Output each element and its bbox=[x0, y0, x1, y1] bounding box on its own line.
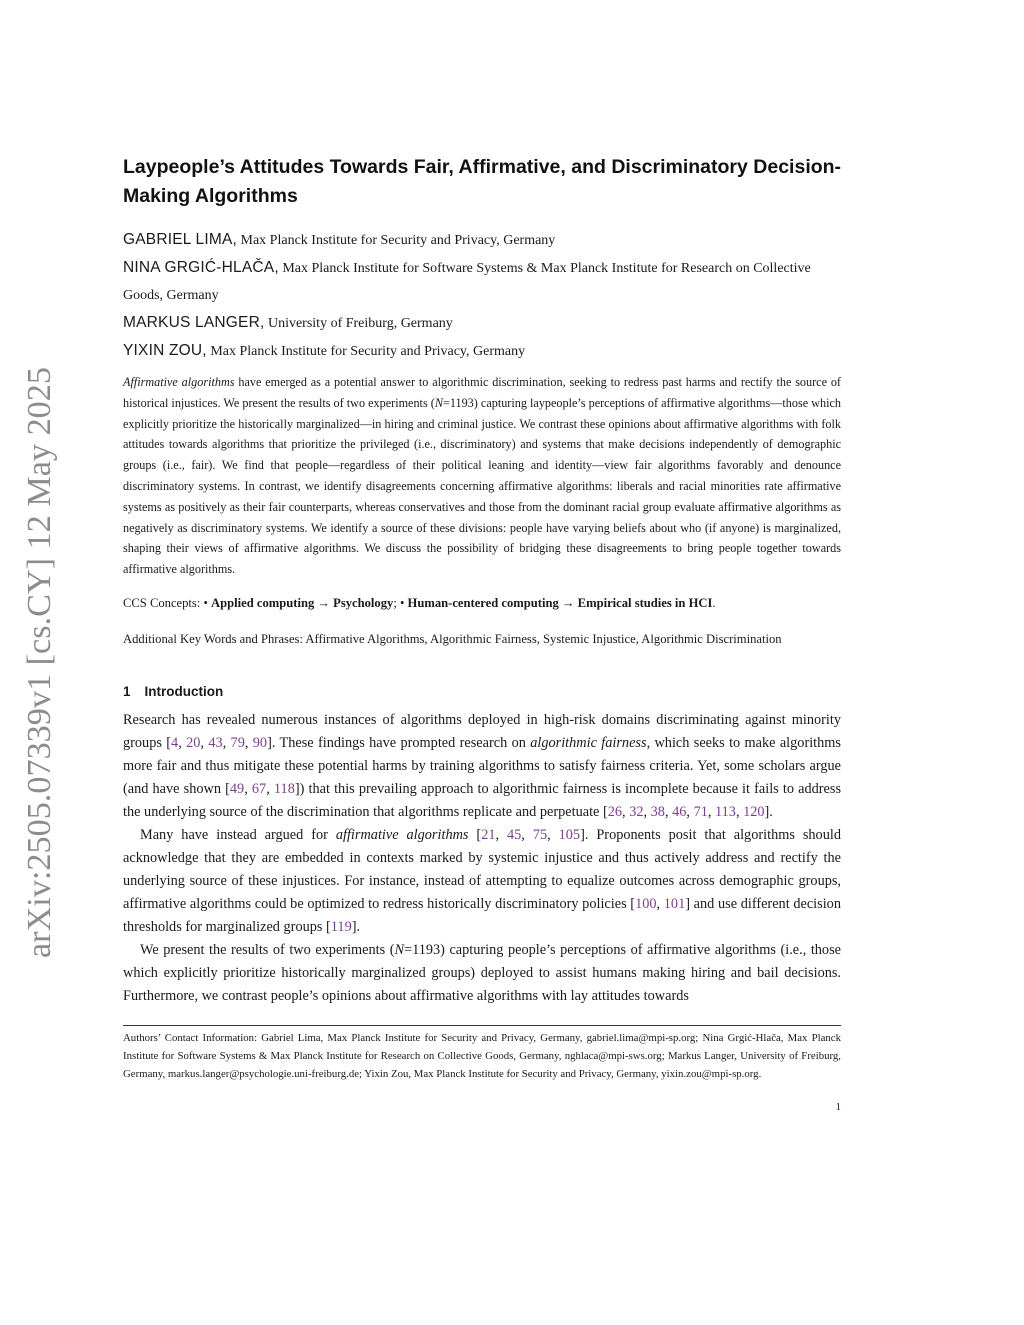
citation-link[interactable]: 79 bbox=[230, 735, 245, 751]
ccs-concept: Human-centered computing → Empirical studies in HCI bbox=[407, 596, 713, 610]
ccs-concepts bbox=[123, 596, 841, 611]
paragraph bbox=[123, 939, 841, 1008]
paragraph-text: [ bbox=[468, 827, 482, 843]
section-title: Introduction bbox=[144, 684, 224, 699]
citation-link[interactable]: 45 bbox=[507, 827, 522, 843]
citation-group: 21, 45, 75, 105 bbox=[481, 827, 581, 843]
author-entry bbox=[123, 254, 841, 309]
author-name: YIXIN ZOU, bbox=[123, 342, 207, 359]
author-list bbox=[123, 226, 841, 365]
abstract-text: =1193) capturing laypeople’s perceptions of affirmative algorithms—those which explicitly prioritize the historically marginalized—in hiring and criminal justice. We contrast these opinions about affirmative algorithms with folk attitudes towards algorithms that prioritize the privileged (i.e., discriminatory) and systems that make decisions independently of demographic groups (i.e., fair). We find that people—regardless of their political leaning and identity—view fair algorithms favorably and denounce discriminatory systems. In contrast, we identify disagreements concerning affirmative algorithms: liberals and racial minorities rate affirmative systems as positively as their fair counterparts, whereas conservatives and those from the dominant racial group evaluate affirmative algorithms as negatively as discriminatory systems. We identify a source of these divisions: people have varying beliefs about who (if anyone) is marginalized, shaping their views of affirmative algorithms. We discuss the possibility of bridging these disagreements to bring people together towards affirmative algorithms. bbox=[123, 395, 841, 577]
paragraph-text: ]. These findings have prompted research on bbox=[267, 735, 531, 751]
citation-link[interactable]: 105 bbox=[558, 827, 581, 843]
citation-link[interactable]: 71 bbox=[693, 804, 708, 820]
citation-link[interactable]: 20 bbox=[186, 735, 201, 751]
citation-link[interactable]: 67 bbox=[251, 781, 267, 797]
paragraph-text: , which seeks to make algorithms more fair and thus mitigate these potential harms by training algorithms to satisfy fairness criteria. Yet, some scholars argue (and have shown [ bbox=[123, 735, 841, 797]
ccs-concept: Applied computing → Psychology bbox=[211, 596, 394, 610]
citation-link[interactable]: 118 bbox=[273, 781, 295, 797]
author-name: NINA GRGIĆ-HLAČA, bbox=[123, 259, 279, 276]
arxiv-stamp bbox=[10, 365, 62, 960]
abstract bbox=[123, 372, 841, 580]
footnote-rule bbox=[123, 1025, 841, 1026]
abstract-lead: Affirmative algorithms bbox=[123, 375, 235, 389]
citation-link[interactable]: 75 bbox=[532, 827, 548, 843]
citation-link[interactable]: 46 bbox=[672, 804, 687, 820]
paragraph-text: ]. bbox=[764, 804, 773, 820]
citation-link[interactable]: 49 bbox=[229, 781, 245, 797]
paper-title: Laypeople’s Attitudes Towards Fair, Affirmative, and Discriminatory Decision-Making Algorithms bbox=[123, 156, 842, 207]
author-entry bbox=[123, 337, 841, 365]
citation-link[interactable]: 113 bbox=[715, 804, 736, 820]
citation-group: 26, 32, 38, 46, 71, 113, 120 bbox=[607, 804, 765, 820]
ccs-label: CCS Concepts: • bbox=[123, 596, 212, 610]
paragraph bbox=[123, 709, 841, 824]
citation-link[interactable]: 38 bbox=[650, 804, 665, 820]
paragraph-text: ]. bbox=[351, 919, 361, 935]
citation-link[interactable]: 101 bbox=[663, 896, 686, 912]
footnote: Authors’ Contact Information: Gabriel Lima, Max Planck Institute for Security and Privacy, Germany, gabriel.lima@mpi-sp.org; Nina Grgić-Hlača, Max Planck Institute for Software Systems & Max Planck Institute for Research on Collective Goods, Germany, nghlaca@mpi-sws.org; Markus Langer, University of Freiburg, Germany, markus.langer@psychologie.uni-freiburg.de; Yixin Zou, Max Planck Institute for Security and Privacy, Germany, yixin.zou@mpi-sp.org. bbox=[123, 1032, 841, 1080]
keywords: Additional Key Words and Phrases: Affirmative Algorithms, Algorithmic Fairness, Systemic Injustice, Algorithmic Discrimination bbox=[123, 632, 782, 646]
paragraph-text: Many have instead argued for bbox=[140, 827, 336, 843]
author-affiliation: Max Planck Institute for Security and Privacy, Germany bbox=[237, 233, 556, 248]
citation-group: 100, 101 bbox=[635, 896, 686, 912]
sample-size-symbol: N bbox=[434, 395, 443, 410]
paragraph-text: =1193) capturing people’s perceptions of affirmative algorithms (i.e., those which explicitly prioritize historically marginalized groups) deployed to assist humans making hiring and bail decisions. Furthermore, we contrast people’s opinions about affirmative algorithms with lay attitudes towards bbox=[123, 942, 841, 1004]
paragraph-text: We present the results of two experiments ( bbox=[140, 942, 395, 958]
page-number: 1 bbox=[835, 1101, 841, 1113]
author-entry bbox=[123, 309, 841, 337]
ccs-end: . bbox=[712, 596, 716, 610]
author-name: MARKUS LANGER, bbox=[123, 314, 265, 331]
author-affiliation: University of Freiburg, Germany bbox=[264, 316, 453, 331]
body-text bbox=[123, 709, 841, 1008]
section-heading bbox=[123, 684, 223, 699]
author-entry bbox=[123, 226, 841, 254]
citation-link[interactable]: 100 bbox=[635, 896, 657, 912]
author-affiliation: Max Planck Institute for Security and Privacy, Germany bbox=[206, 344, 526, 359]
arxiv-stamp-text: arXiv:2505.07339v1 [cs.CY] 12 May 2025 bbox=[21, 370, 58, 958]
ccs-separator: ; • bbox=[393, 596, 408, 610]
section-number: 1 bbox=[123, 684, 131, 699]
citation-link[interactable]: 32 bbox=[629, 804, 644, 820]
citation-group bbox=[331, 919, 352, 935]
paragraph-text: ]) that this prevailing approach to algorithmic fairness is incomplete because it fails to address the underlying source of the discrimination that algorithms replicate and perpetuate [ bbox=[123, 781, 842, 820]
paragraph-text: Research has revealed numerous instances of algorithms deployed in high-risk domains discriminating against minority groups [ bbox=[123, 712, 841, 751]
citation-group: 49, 67, 118 bbox=[229, 781, 295, 797]
author-name: GABRIEL LIMA, bbox=[123, 231, 238, 248]
citation-link[interactable]: 26 bbox=[607, 804, 623, 820]
citation-link[interactable]: 119 bbox=[330, 919, 352, 935]
paragraph-text: ] and use different decision thresholds for marginalized groups [ bbox=[123, 896, 841, 935]
citation-link[interactable]: 43 bbox=[208, 735, 223, 751]
citation-link[interactable]: 120 bbox=[743, 804, 765, 820]
paragraph-text: ]. Proponents posit that algorithms should acknowledge that they are embedded in contexts marked by systemic injustice and thus actively address and rectify the underlying source of these injustices. For instance, instead of attempting to equalize outcomes across demographic groups, affirmative algorithms could be optimized to redress historically discriminatory policies [ bbox=[123, 827, 841, 912]
citation-link[interactable]: 21 bbox=[481, 827, 496, 843]
emphasis: algorithmic fairness bbox=[530, 735, 647, 751]
citation-link[interactable]: 4 bbox=[171, 735, 179, 751]
citation-link[interactable]: 90 bbox=[252, 735, 268, 751]
emphasis: affirmative algorithms bbox=[335, 827, 469, 843]
citation-group: 4, 20, 43, 79, 90 bbox=[171, 735, 268, 751]
abstract-text: have emerged as a potential answer to algorithmic discrimination, seeking to redress past harms and rectify the source of historical injustices. We present the results of two experiments ( bbox=[123, 375, 841, 410]
author-affiliation: Max Planck Institute for Software Systems & Max Planck Institute for Research on Collective Goods, Germany bbox=[123, 261, 811, 303]
sample-size-symbol: N bbox=[394, 942, 405, 958]
paragraph bbox=[123, 824, 841, 939]
